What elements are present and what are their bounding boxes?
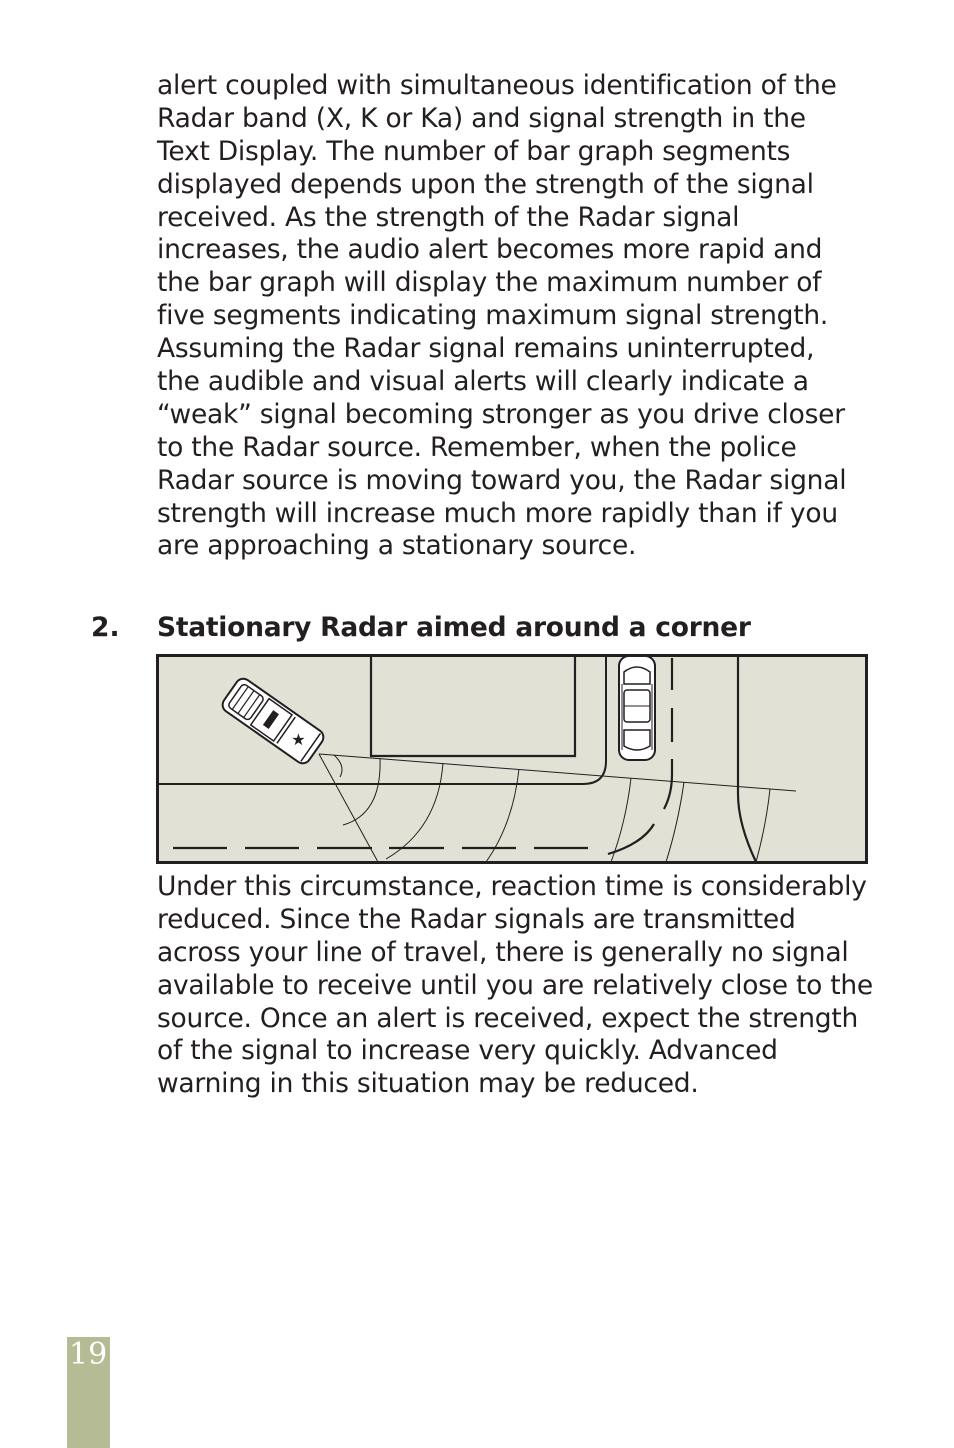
text-line: are approaching a stationary source. (157, 530, 637, 562)
text-line: received. As the strength of the Radar signal (157, 201, 740, 233)
body-paragraph-1 (157, 70, 897, 563)
text-line: reduced. Since the Radar signals are transmitted (157, 903, 796, 935)
text-line: the audible and visual alerts will clearly indicate a (157, 366, 809, 398)
text-line: strength will increase much more rapidly than if you (157, 497, 838, 529)
text-line: to the Radar source. Remember, when the police (157, 431, 797, 463)
text-line: alert coupled with simultaneous identification of the (157, 70, 837, 101)
text-line: Radar band (X, K or Ka) and signal strength in the (157, 102, 806, 134)
text-line: Under this circumstance, reaction time is considerably (157, 871, 867, 902)
text-line: source. Once an alert is received, expect the strength (157, 1002, 859, 1034)
text-line: across your line of travel, there is generally no signal (157, 936, 849, 968)
text-line: the bar graph will display the maximum number of (157, 267, 822, 299)
text-line: Assuming the Radar signal remains uninterrupted, (157, 333, 815, 365)
car-icon (619, 656, 655, 760)
star-icon: ★ (291, 729, 306, 749)
text-line: Text Display. The number of bar graph segments (157, 135, 791, 167)
text-line: displayed depends upon the strength of the signal (157, 168, 814, 200)
text-line: “weak” signal becoming stronger as you drive closer (157, 398, 845, 430)
diagram-frame (158, 656, 867, 863)
body-paragraph-2 (157, 871, 897, 1101)
text-line: increases, the audio alert becomes more rapid and (157, 234, 823, 266)
text-line: of the signal to increase very quickly. Advanced (157, 1035, 778, 1067)
text-line: available to receive until you are relatively close to the (157, 969, 873, 1001)
text-line: five segments indicating maximum signal strength. (157, 300, 829, 332)
text-line: Radar source is moving toward you, the Radar signal (157, 464, 847, 496)
text-line: warning in this situation may be reduced. (157, 1068, 699, 1100)
section-number: 2. (91, 612, 120, 643)
section-heading: Stationary Radar aimed around a corner (157, 612, 751, 643)
radar-corner-diagram (156, 654, 868, 864)
page-number: 19 (69, 1337, 108, 1372)
